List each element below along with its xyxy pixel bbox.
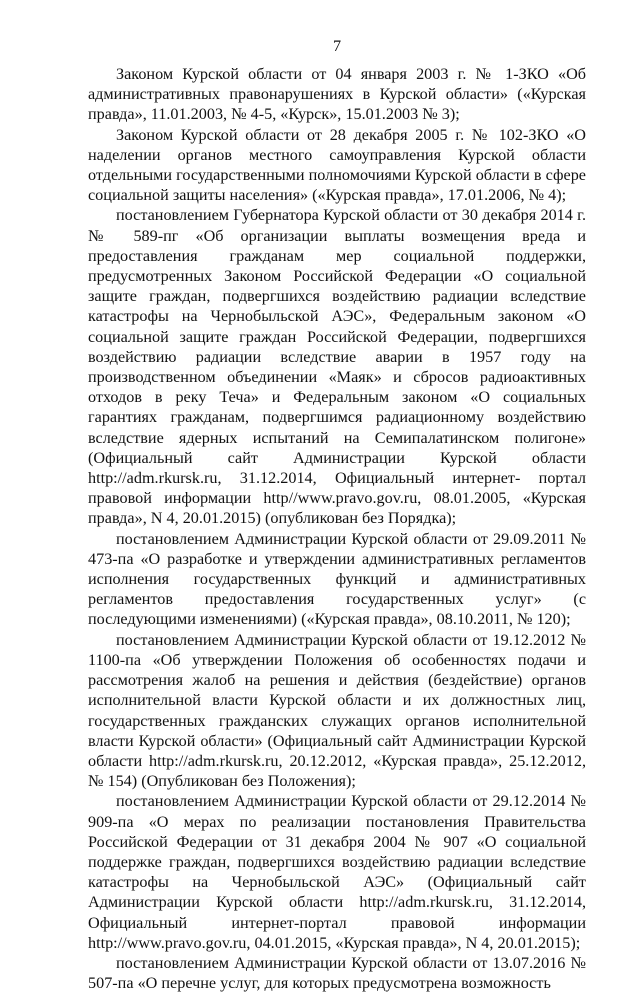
- paragraph-law-102-zko: Законом Курской области от 28 декабря 2005 г. № 102-ЗКО «О наделении органов местного самоуправления Курской области отдельными государственными полномочиями Курской области в сфере социальной защиты населения» («Курская правда», 17.01.2006, № 4);: [88, 125, 586, 205]
- paragraph-resolution-473-pa: постановлением Администрации Курской области от 29.09.2011 № 473-па «О разработке и утверждении административных регламентов исполнения государственных функций и административных регламентов предоставления государственных услуг» (с последующими изменениями) («Курская правда», 08.10.2011, № 120);: [88, 529, 586, 629]
- paragraph-law-1-zko: Законом Курской области от 04 января 2003 г. № 1-ЗКО «Об административных правонарушениях в Курской области» («Курская правда», 11.01.2003, № 4-5, «Курск», 15.01.2003 № 3);: [88, 65, 586, 124]
- paragraph-decree-589-pg: постановлением Губернатора Курской области от 30 декабря 2014 г. № 589-пг «Об организации выплаты возмещения вреда и предоставления гражданам мер социальной поддержки, предусмотренных Законом Российской Федерации «О социальной защите граждан, подвергшихся воздействию радиации вследствие катастрофы на Чернобыльской АЭС», Федеральным законом «О социальной защите граждан Российской Федерации, подвергшихся воздействию радиации вследствие аварии в 1957 году на производственном объединении «Маяк» и сбросов радиоактивных отходов в реку Теча» и Федеральным законом «О социальных гарантиях гражданам, подвергшимся радиационному воздействию вследствие ядерных испытаний на Семипалатинском полигоне» (Официальный сайт Администрации Курской области http://adm.rkursk.ru, 31.12.2014, Официальный интернет- портал правовой информации http//www.pravo.gov.ru, 08.01.2005, «Курская правда», N 4, 20.01.2015) (опубликован без Порядка);: [88, 206, 586, 528]
- paragraph-resolution-1100-pa: постановлением Администрации Курской области от 19.12.2012 № 1100-па «Об утверждении Положения об особенностях подачи и рассмотрения жалоб на решения и действия (бездействие) органов исполнительной власти Курской области и их должностных лиц, государственных гражданских служащих органов исполнительной власти Курской области» (Официальный сайт Администрации Курской области http://adm.rkursk.ru, 20.12.2012, «Курская правда», 25.12.2012, № 154) (Опубликован без Положения);: [88, 630, 586, 791]
- paragraph-resolution-507-pa: постановлением Администрации Курской области от 13.07.2016 № 507-па «О перечне услуг, для которых предусмотрена возможность: [88, 953, 586, 993]
- document-page: [88, 36, 586, 993]
- paragraph-resolution-909-pa: постановлением Администрации Курской области от 29.12.2014 № 909-па «О мерах по реализации постановления Правительства Российской Федерации от 31 декабря 2004 № 907 «О социальной поддержке граждан, подвергшихся воздействию радиации вследствие катастрофы на Чернобыльской АЭС» (Официальный сайт Администрации Курской области http://adm.rkursk.ru, 31.12.2014, Официальный интернет-портал правовой информации http://www.pravo.gov.ru, 04.01.2015, «Курская правда», N 4, 20.01.2015);: [88, 792, 586, 952]
- page-number: 7: [332, 37, 342, 55]
